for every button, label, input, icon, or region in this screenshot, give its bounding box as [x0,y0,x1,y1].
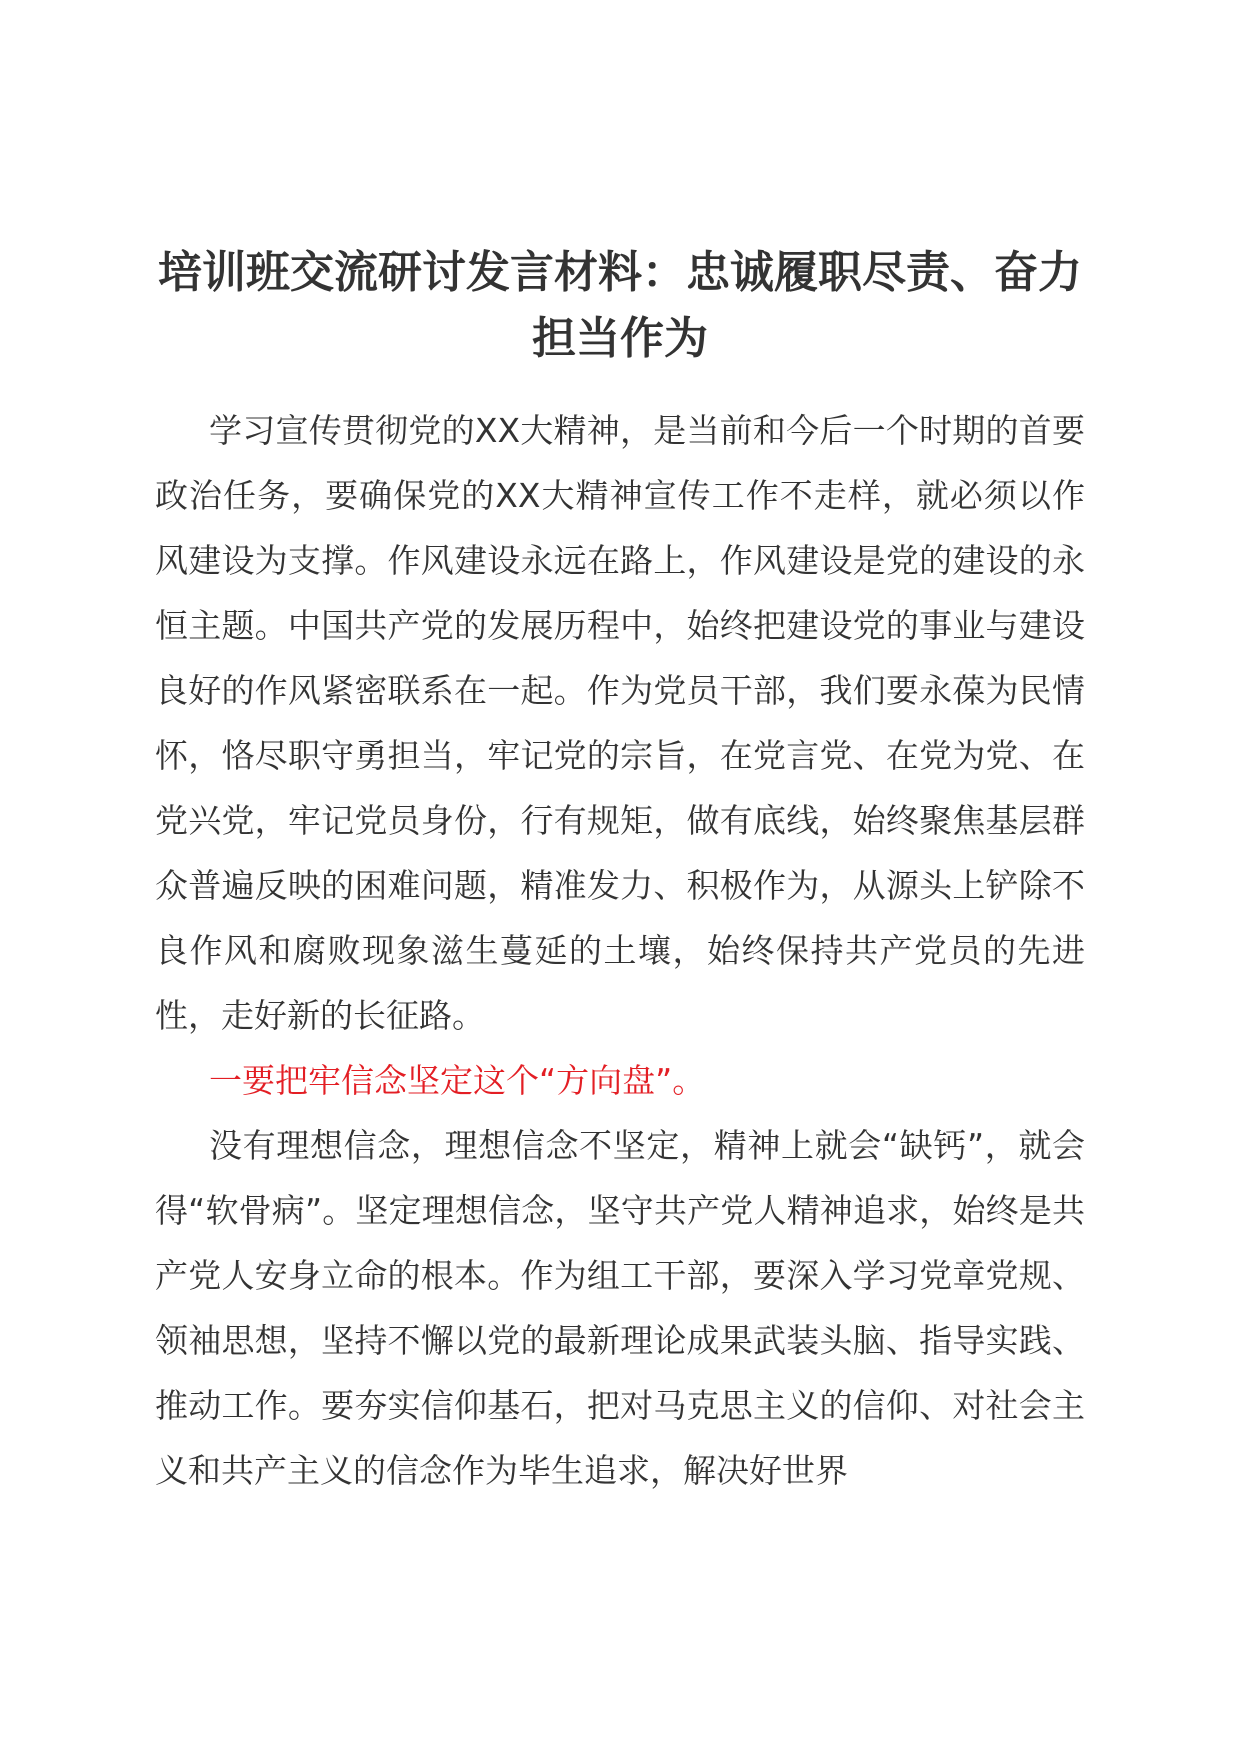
section-heading-1: 一要把牢信念坚定这个“方向盘”。 [209,1061,706,1100]
paragraph-section-1: 没有理想信念，理想信念不坚定，精神上就会“缺钙”，就会得“软骨病”。坚定理想信念，坚守共产党人精神追求，始终是共产党人安身立命的根本。作为组工干部，要深入学习党章党规、领袖思想，坚持不懈以党的最新理论成果武装头脑、指导实践、推动工作。要夯实信仰基石，把对马克思主义的信仰、对社会主义和共产主义的信念作为毕生追求，解决好世界 [155,1126,1085,1490]
document-title: 培训班交流研讨发言材料：忠诚履职尽责、奋力担当作为 [158,247,1082,364]
paragraph-intro: 学习宣传贯彻党的XX大精神，是当前和今后一个时期的首要政治任务，要确保党的XX大精神宣传工作不走样，就必须以作风建设为支撑。作风建设永远在路上，作风建设是党的建设的永恒主题。中国共产党的发展历程中，始终把建设党的事业与建设良好的作风紧密联系在一起。作为党员干部，我们要永葆为民情怀，恪尽职守勇担当，牢记党的宗旨，在党言党、在党为党、在党兴党，牢记党员身份，行有规矩，做有底线，始终聚焦基层群众普遍反映的困难问题，精准发力、积极作为，从源头上铲除不良作风和腐败现象滋生蔓延的土壤，始终保持共产党员的先进性，走好新的长征路。 [155,411,1085,1035]
document-body [155,398,1085,1503]
